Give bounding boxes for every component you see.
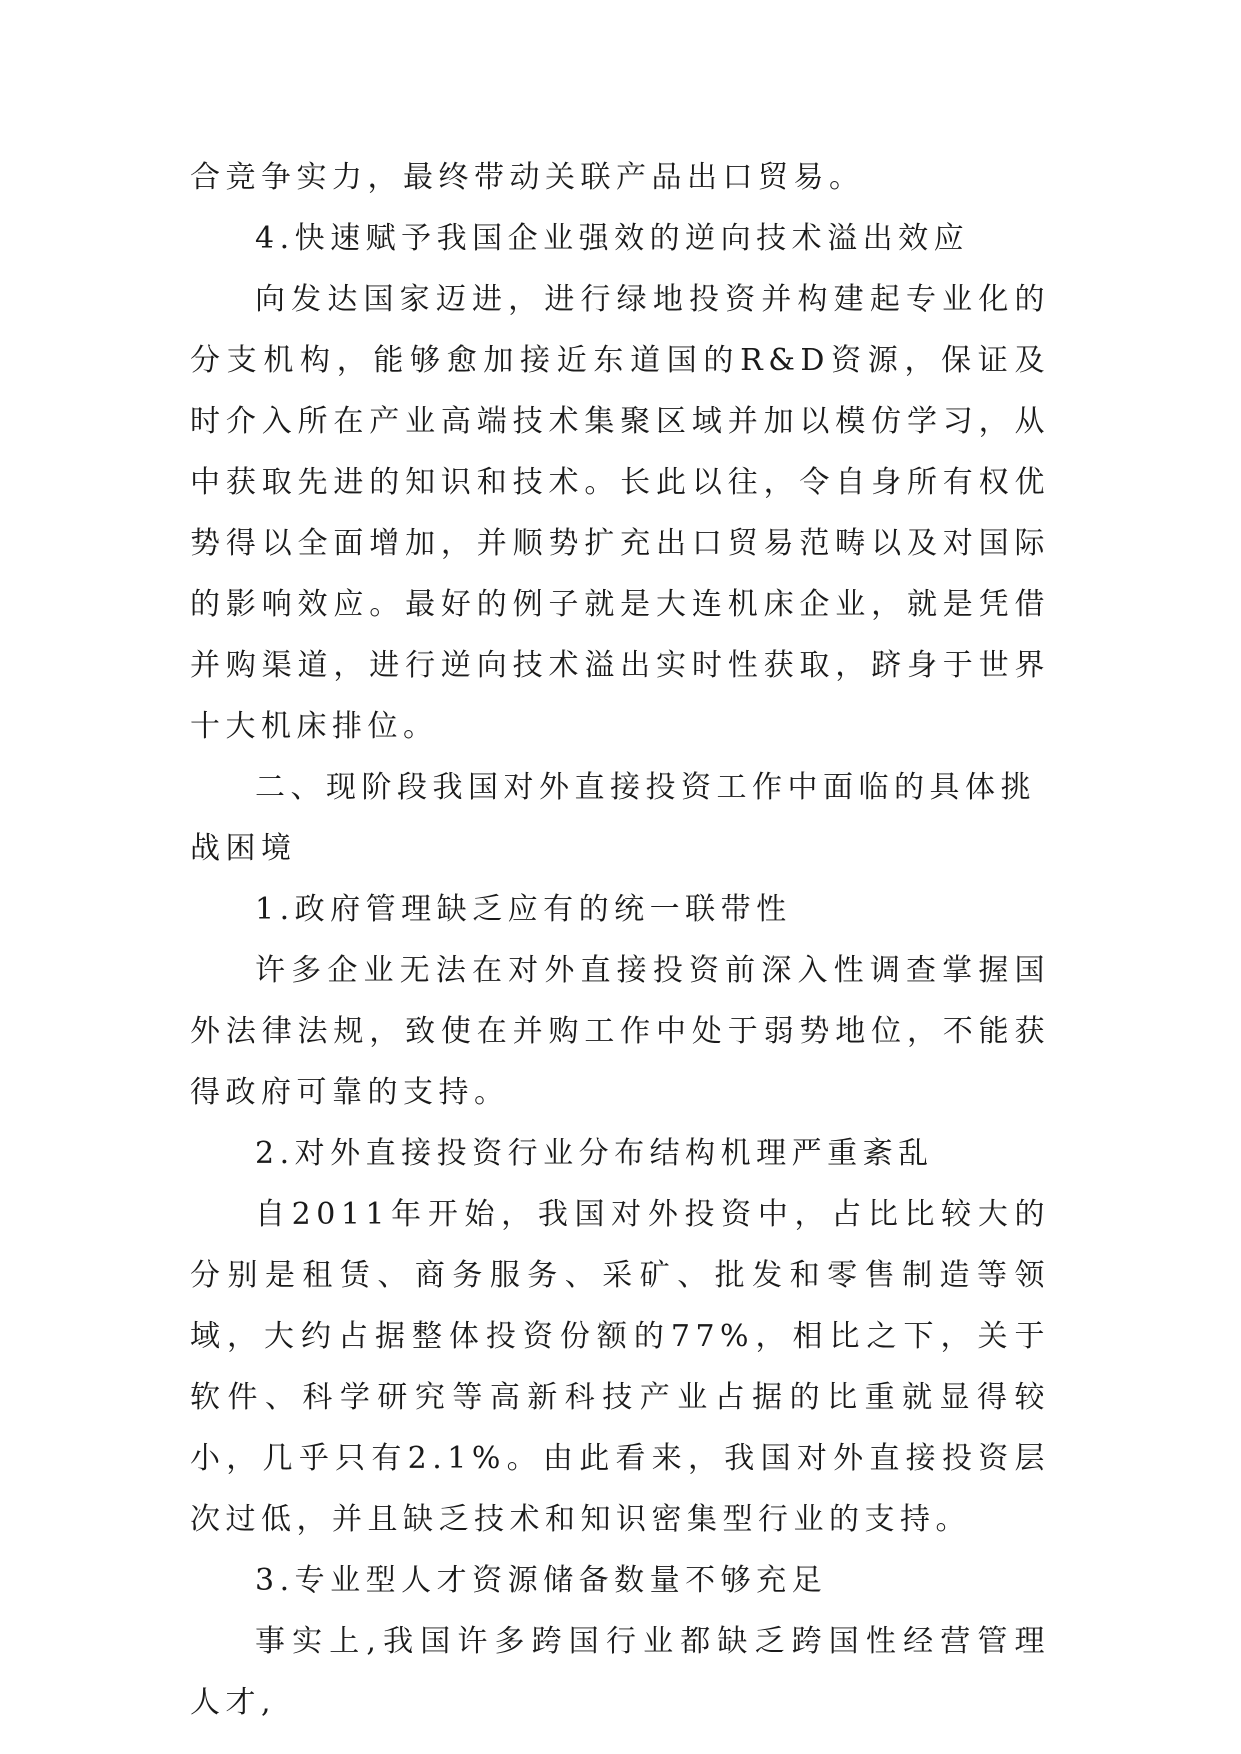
section-heading-2: 2.对外直接投资行业分布结构机理严重紊乱 <box>255 1136 934 1171</box>
paragraph-continuation: 合竞争实力，最终带动关联产品出口贸易。 <box>190 160 865 195</box>
paragraph-industry-distribution: 自2011年开始，我国对外投资中，占比比较大的分别是租赁、商务服务、采矿、批发和零售制造等领域，大约占据整体投资份额的77%，相比之下，关于软件、科学研究等高新科技产业占据的比重就显得较小，几乎只有2.1%。由此看来，我国对外直接投资层次过低，并且缺乏技术和知识密集型行业的支持。 <box>190 1197 1050 1537</box>
section-heading-3: 3.专业型人才资源储备数量不够充足 <box>255 1563 828 1598</box>
chapter-heading-2: 二、现阶段我国对外直接投资工作中面临的具体挑战困境 <box>190 770 1036 866</box>
paragraph-government-management: 许多企业无法在对外直接投资前深入性调查掌握国外法律法规，致使在并购工作中处于弱势地位，不能获得政府可靠的支持。 <box>190 953 1050 1110</box>
paragraph-reverse-spillover: 向发达国家迈进，进行绿地投资并构建起专业化的分支机构，能够愈加接近东道国的R&D资源，保证及时介入所在产业高端技术集聚区域并加以模仿学习，从中获取先进的知识和技术。长此以往，令自身所有权优势得以全面增加，并顺势扩充出口贸易范畴以及对国际的影响效应。最好的例子就是大连机床企业，就是凭借并购渠道，进行逆向技术溢出实时性获取，跻身于世界十大机床排位。 <box>190 282 1050 744</box>
paragraph-talent-shortage: 事实上,我国许多跨国行业都缺乏跨国性经营管理人才, <box>190 1624 1050 1720</box>
section-heading-1: 1.政府管理缺乏应有的统一联带性 <box>255 892 792 927</box>
document-page <box>190 147 1050 1733</box>
section-heading-4: 4.快速赋予我国企业强效的逆向技术溢出效应 <box>255 221 970 256</box>
